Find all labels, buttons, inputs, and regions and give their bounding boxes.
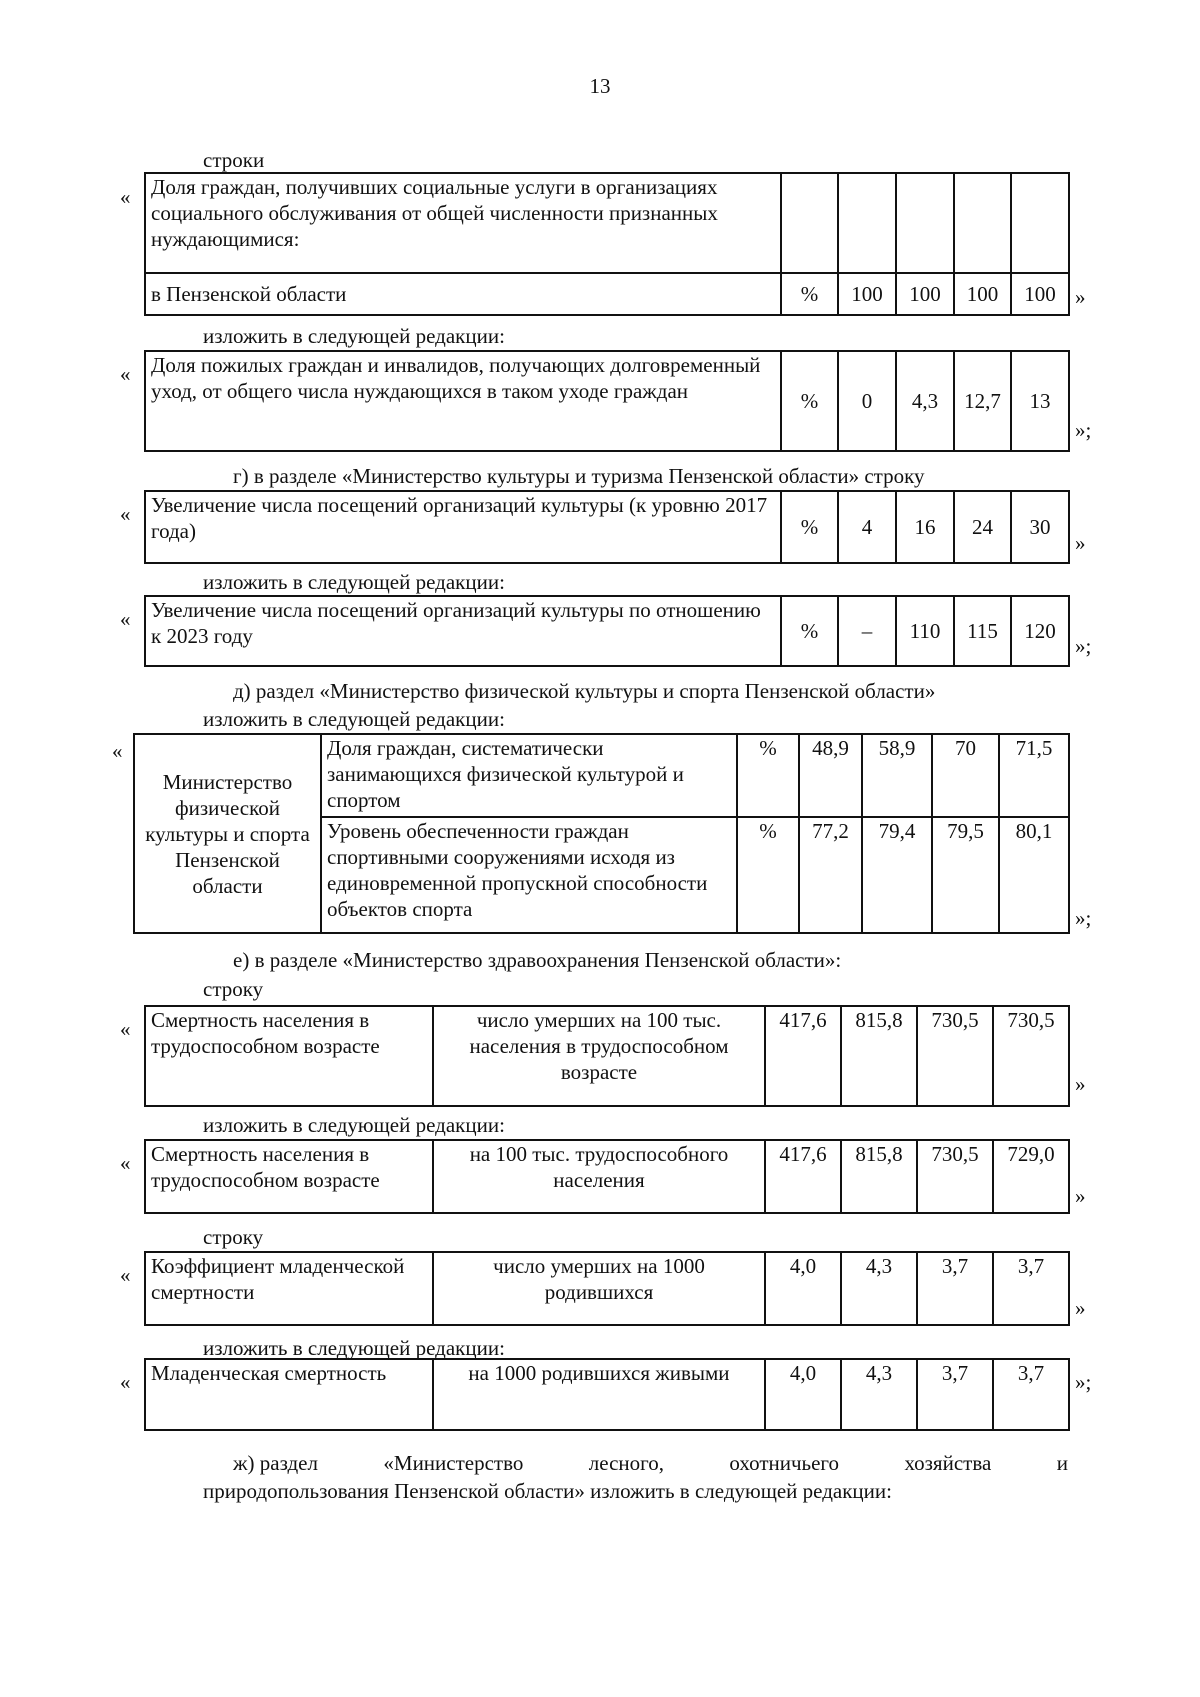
label-stroku: строку bbox=[203, 977, 264, 1001]
value-cell: 16 bbox=[896, 491, 954, 563]
value-cell: 417,6 bbox=[765, 1006, 841, 1106]
open-quote: « bbox=[120, 185, 131, 209]
close-quote: » bbox=[1075, 1296, 1086, 1320]
unit-cell: число умерших на 1000 родившихся bbox=[433, 1252, 765, 1325]
value-cell: 77,2 bbox=[799, 817, 862, 933]
table-culture-visits-old bbox=[144, 490, 1070, 564]
table-long-term-care bbox=[144, 350, 1070, 452]
label-izlozhit: изложить в следующей редакции: bbox=[203, 1336, 505, 1360]
value-cell: 71,5 bbox=[999, 734, 1069, 817]
label-stroku: строку bbox=[203, 1225, 264, 1249]
value-cell: 4 bbox=[838, 491, 896, 563]
word: хозяйства bbox=[904, 1451, 992, 1475]
value-cell: 815,8 bbox=[841, 1140, 917, 1213]
value-cell: 12,7 bbox=[954, 351, 1011, 451]
value-cell: 120 bbox=[1011, 596, 1069, 666]
value-cell: 4,3 bbox=[841, 1359, 917, 1430]
open-quote: « bbox=[112, 739, 123, 763]
table-infant-mortality-old bbox=[144, 1251, 1070, 1326]
value-cell: 100 bbox=[896, 273, 954, 315]
value-cell: 79,5 bbox=[932, 817, 999, 933]
indicator-text: Доля пожилых граждан и инвалидов, получающих долговременный уход, от общего числа нуждающихся в таком уходе граждан bbox=[145, 351, 781, 451]
close-quote: » bbox=[1075, 1072, 1086, 1096]
open-quote: « bbox=[120, 362, 131, 386]
value-cell: 48,9 bbox=[799, 734, 862, 817]
open-quote: « bbox=[120, 1017, 131, 1041]
table-social-services bbox=[144, 172, 1070, 316]
value-cell: 3,7 bbox=[993, 1252, 1069, 1325]
value-cell: 730,5 bbox=[993, 1006, 1069, 1106]
close-quote: »; bbox=[1075, 906, 1092, 930]
indicator-text: Смертность населения в трудоспособном возрасте bbox=[145, 1140, 433, 1213]
paragraph-zh bbox=[233, 1451, 1068, 1475]
close-quote: » bbox=[1075, 285, 1086, 309]
table-culture-visits-new bbox=[144, 595, 1070, 667]
value-cell: 4,3 bbox=[896, 351, 954, 451]
value-cell: 417,6 bbox=[765, 1140, 841, 1213]
close-quote: » bbox=[1075, 531, 1086, 555]
open-quote: « bbox=[120, 607, 131, 631]
unit-cell: % bbox=[781, 596, 838, 666]
value-cell: 79,4 bbox=[862, 817, 932, 933]
close-quote: » bbox=[1075, 1184, 1086, 1208]
label-izlozhit: изложить в следующей редакции: bbox=[203, 1113, 505, 1137]
word: охотничьего bbox=[729, 1451, 840, 1475]
close-quote: »; bbox=[1075, 1370, 1092, 1394]
indicator-text: в Пензенской области bbox=[145, 273, 781, 315]
value-cell: 730,5 bbox=[917, 1006, 993, 1106]
value-cell: 110 bbox=[896, 596, 954, 666]
open-quote: « bbox=[120, 1263, 131, 1287]
value-cell: 100 bbox=[954, 273, 1011, 315]
unit-cell: % bbox=[781, 491, 838, 563]
value-cell: 3,7 bbox=[917, 1359, 993, 1430]
value-cell: 0 bbox=[838, 351, 896, 451]
page-number: 13 bbox=[589, 74, 611, 98]
value-cell: 30 bbox=[1011, 491, 1069, 563]
table-mortality-new bbox=[144, 1139, 1070, 1214]
label-izlozhit: изложить в следующей редакции: bbox=[203, 570, 505, 594]
close-quote: »; bbox=[1075, 418, 1092, 442]
ministry-cell: Министерство физической культуры и спорта Пензенской области bbox=[134, 734, 321, 933]
value-cell: 115 bbox=[954, 596, 1011, 666]
table-mortality-old bbox=[144, 1005, 1070, 1107]
unit-cell: на 1000 родившихся живыми bbox=[433, 1359, 765, 1430]
value-cell: – bbox=[838, 596, 896, 666]
paragraph-d-cont: изложить в следующей редакции: bbox=[203, 707, 505, 731]
value-cell: 4,0 bbox=[765, 1359, 841, 1430]
open-quote: « bbox=[120, 502, 131, 526]
unit-cell: на 100 тыс. трудоспособного населения bbox=[433, 1140, 765, 1213]
table-infant-mortality-new bbox=[144, 1358, 1070, 1431]
word: «Министерство bbox=[383, 1451, 524, 1475]
unit-cell: % bbox=[737, 734, 799, 817]
value-cell: 13 bbox=[1011, 351, 1069, 451]
value-cell: 4,0 bbox=[765, 1252, 841, 1325]
table-sport bbox=[133, 733, 1070, 934]
paragraph-d: д) раздел «Министерство физической культуры и спорта Пензенской области» bbox=[233, 679, 936, 703]
paragraph-e: е) в разделе «Министерство здравоохранения Пензенской области»: bbox=[233, 948, 842, 972]
unit-cell: % bbox=[781, 273, 838, 315]
label-stroki: строки bbox=[203, 148, 265, 172]
value-cell: 70 bbox=[932, 734, 999, 817]
word: ж) раздел bbox=[233, 1451, 318, 1475]
value-cell: 100 bbox=[838, 273, 896, 315]
unit-cell: число умерших на 100 тыс. населения в трудоспособном возрасте bbox=[433, 1006, 765, 1106]
indicator-text: Увеличение числа посещений организаций культуры по отношению к 2023 году bbox=[145, 596, 781, 666]
value-cell: 80,1 bbox=[999, 817, 1069, 933]
value-cell: 729,0 bbox=[993, 1140, 1069, 1213]
indicator-text: Смертность населения в трудоспособном возрасте bbox=[145, 1006, 433, 1106]
indicator-text: Коэффициент младенческой смертности bbox=[145, 1252, 433, 1325]
word: лесного, bbox=[588, 1451, 665, 1475]
value-cell: 3,7 bbox=[993, 1359, 1069, 1430]
value-cell: 3,7 bbox=[917, 1252, 993, 1325]
label-izlozhit: изложить в следующей редакции: bbox=[203, 324, 505, 348]
unit-cell: % bbox=[781, 351, 838, 451]
value-cell: 58,9 bbox=[862, 734, 932, 817]
indicator-text: Доля граждан, систематически занимающихся физической культурой и спортом bbox=[321, 734, 737, 817]
value-cell: 815,8 bbox=[841, 1006, 917, 1106]
paragraph-g: г) в разделе «Министерство культуры и туризма Пензенской области» строку bbox=[233, 464, 925, 488]
open-quote: « bbox=[120, 1370, 131, 1394]
value-cell: 4,3 bbox=[841, 1252, 917, 1325]
value-cell: 24 bbox=[954, 491, 1011, 563]
indicator-text: Увеличение числа посещений организаций культуры (к уровню 2017 года) bbox=[145, 491, 781, 563]
indicator-text: Младенческая смертность bbox=[145, 1359, 433, 1430]
close-quote: »; bbox=[1075, 634, 1092, 658]
paragraph-zh-cont: природопользования Пензенской области» изложить в следующей редакции: bbox=[203, 1479, 892, 1503]
value-cell: 730,5 bbox=[917, 1140, 993, 1213]
indicator-text: Уровень обеспеченности граждан спортивными сооружениями исходя из единовременной пропускной способности объектов спорта bbox=[321, 817, 737, 933]
open-quote: « bbox=[120, 1151, 131, 1175]
indicator-text: Доля граждан, получивших социальные услуги в организациях социального обслуживания от общей численности признанных нуждающимися: bbox=[145, 173, 781, 273]
word: и bbox=[1056, 1451, 1068, 1475]
value-cell: 100 bbox=[1011, 273, 1069, 315]
unit-cell: % bbox=[737, 817, 799, 933]
